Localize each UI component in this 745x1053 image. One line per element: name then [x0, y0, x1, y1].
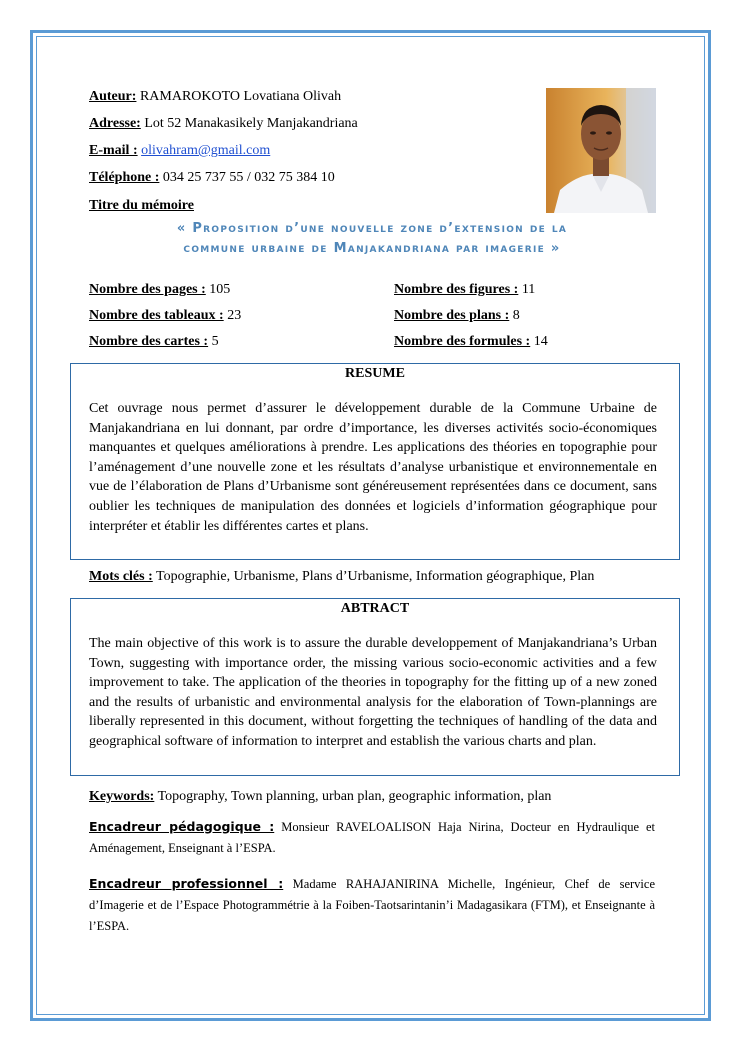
phone-value: 034 25 737 55 / 032 75 384 10: [162, 170, 335, 185]
thesis-title: [89, 219, 655, 259]
author-label: Auteur:: [89, 89, 137, 104]
address-value: Lot 52 Manakasikely Manjakandriana: [144, 116, 358, 131]
stat-maps: [89, 334, 219, 350]
resume-box: [70, 363, 680, 560]
stat-plans-value: 8: [512, 308, 520, 323]
stat-formulas-value: 14: [533, 334, 548, 349]
address-label: Adresse:: [89, 116, 141, 131]
stat-tables: [89, 308, 241, 324]
mots-cles-value: Topographie, Urbanisme, Plans d’Urbanisme, Information géographique, Plan: [156, 569, 595, 584]
stat-figures-value: 11: [521, 282, 536, 297]
stat-figures: [394, 282, 535, 298]
phone-label: Téléphone :: [89, 170, 160, 185]
stat-figures-label: Nombre des figures :: [394, 282, 519, 297]
stat-pages-label: Nombre des pages :: [89, 282, 206, 297]
mots-cles-label: Mots clés :: [89, 569, 153, 584]
author-line: [89, 89, 341, 105]
email-label: E-mail :: [89, 143, 138, 158]
resume-title: RESUME: [345, 366, 405, 381]
resume-text: Cet ouvrage nous permet d’assurer le développement durable de la Commune Urbaine de Manjakandriana en lui donnant, par ordre d’importance, les diverses activités socio-économiques manquantes et quelques améliorations à prendre. Les applications des théories en topographie pour l’aménagement d’une nouvelle zone et les résultats d’analyse urbanistique et environnementale en vue de l’élaboration de Plans d’Urbanisme sont généreusement représentées dans ce document, sans oublier les techniques de manipulation des données et logiciels d’information géographique pour interpréter et établir les différentes cartes et plans.: [89, 401, 657, 534]
phone-line: [89, 170, 335, 186]
encadreur-professionnel-value: Madame RAHAJANIRINA Michelle, Ingénieur, Chef de service d’Imagerie et de l’Espace Photogrammétrie à la Foiben-Taotsarintanin’i Madagasikara (FTM), et Enseignante à l’ESPA.: [89, 877, 655, 933]
thesis-title-label: Titre du mémoire: [89, 198, 194, 213]
stat-pages: [89, 282, 230, 298]
stat-pages-value: 105: [209, 282, 231, 297]
thesis-title-label-line: [89, 198, 194, 214]
thesis-title-line-2: commune urbaine de Manjakandriana par imagerie »: [183, 241, 561, 256]
encadreur-pedagogique: [89, 816, 655, 859]
address-line: [89, 116, 358, 132]
stat-formulas: [394, 334, 548, 350]
stat-maps-label: Nombre des cartes :: [89, 334, 209, 349]
stat-tables-value: 23: [227, 308, 242, 323]
encadreur-pedagogique-label: Encadreur pédagogique :: [89, 819, 275, 834]
encadreur-pedagogique-value: Monsieur RAVELOALISON Haja Nirina, Docteur en Hydraulique et Aménagement, Enseignant à l’ESPA.: [89, 820, 655, 855]
author-photo: [546, 88, 656, 213]
stat-tables-label: Nombre des tableaux :: [89, 308, 224, 323]
keywords-line: [89, 789, 551, 805]
abstract-box: [70, 598, 680, 776]
mots-cles-line: [89, 569, 594, 585]
thesis-title-line-1: « Proposition d’une nouvelle zone d’extension de la: [176, 221, 568, 236]
stat-plans: [394, 308, 520, 324]
email-link[interactable]: olivahram@gmail.com: [141, 143, 271, 158]
author-value: RAMAROKOTO Lovatiana Olivah: [139, 89, 342, 104]
stat-formulas-label: Nombre des formules :: [394, 334, 531, 349]
encadreur-professionnel: [89, 873, 655, 937]
encadreur-professionnel-label: Encadreur professionnel :: [89, 876, 284, 891]
keywords-label: Keywords:: [89, 789, 155, 804]
email-line: [89, 143, 270, 159]
abstract-text: The main objective of this work is to assure the durable developpement of Manjakandriana’s Urban Town, suggesting with importance order, the missing various socio-economic activities and a few improvement to take. The application of the theories in topography for the fitting up of a new zoned and the results of urbanistic and environmental analysis for the elaboration of Town-plannings are liberally represented in this document, without forgetting the techniques of handling of the data and geographical software of information to interpret and establish the various charts and plan.: [89, 636, 657, 749]
stat-maps-value: 5: [211, 334, 219, 349]
keywords-value: Topography, Town planning, urban plan, geographic information, plan: [157, 789, 552, 804]
abstract-title: ABTRACT: [340, 601, 410, 616]
stat-plans-label: Nombre des plans :: [394, 308, 510, 323]
